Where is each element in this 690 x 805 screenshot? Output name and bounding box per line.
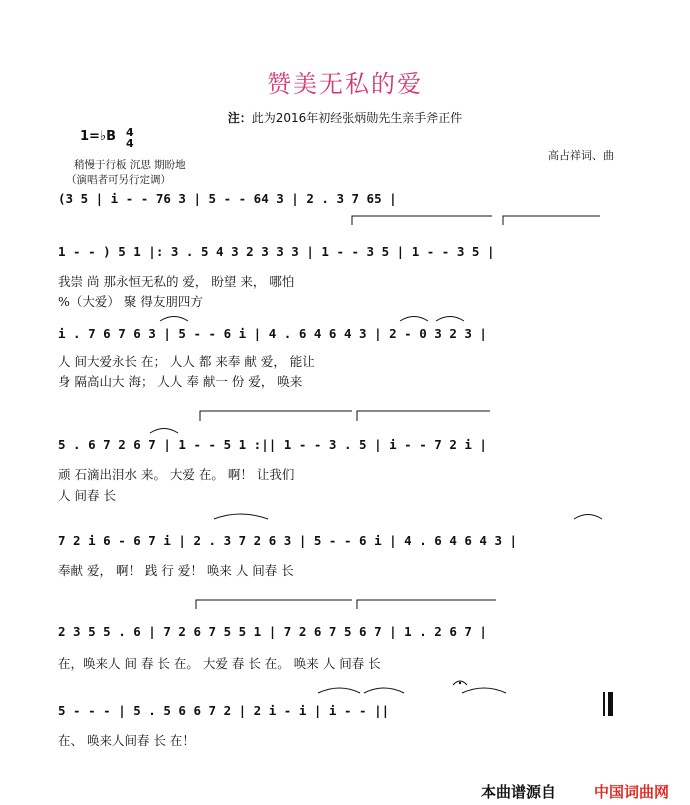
lyric-line: %（大爱） 聚 得友朋四方: [58, 294, 203, 309]
note-label: 注：: [227, 111, 252, 125]
time-bottom: 4: [126, 137, 134, 150]
time-top: 4: [126, 126, 134, 139]
tempo-marking: 稍慢于行板 沉思 期盼地: [74, 159, 186, 171]
lyric-line: 顽 石滴出泪水 来。 大爱 在。 啊！ 让我们: [58, 467, 295, 482]
lyric-line: 在、 唤来人间春 长 在！: [58, 733, 195, 748]
key-remark: （演唱者可另行定调）: [66, 174, 171, 186]
source-label: 本曲谱源自: [481, 783, 557, 801]
lyric-line: 奉献 爱， 啊！ 践 行 爱！ 唤来 人 间春 长: [58, 563, 294, 578]
notation-row: i . 7 6 7 6 3 | 5 - - 6 i | 4 . 6 4 6 4 3 | 2 - 0 3 2 3 |: [58, 326, 487, 341]
notation-row: 1 - - ) 5 1 |: 3 . 5 4 3 2 3 3 3 | 1 - - 3 5 | 1 - - 3 5 |: [58, 244, 495, 259]
lyric-line: 人 间大爱永长 在； 人人 都 来奉 献 爱， 能让: [58, 354, 315, 369]
note-text: 此为2016年初经张炳勋先生亲手斧正件: [251, 111, 463, 125]
song-title: 赞美无私的爱: [267, 70, 423, 98]
notation-row: 7 2 i 6 - 6 7 i | 2 . 3 7 2 6 3 | 5 - - 6 i | 4 . 6 4 6 4 3 |: [58, 533, 518, 548]
notation-row: (3 5 | i - - 76 3 | 5 - - 64 3 | 2 . 3 7 65 |: [58, 191, 397, 206]
notation-row: 2 3 5 5 . 6 | 7 2 6 7 5 5 1 | 7 2 6 7 5 6 7 | 1 . 2 6 7 |: [58, 624, 487, 639]
lyric-line: 我崇 尚 那永恒无私的 爱， 盼望 来， 哪怕: [58, 274, 295, 289]
lyric-line: 在，唤来人 间 春 长 在。 大爱 春 长 在。 唤来 人 间春 长: [58, 656, 381, 671]
notation-row: 5 . 6 7 2 6 7 | 1 - - 5 1 :|| 1 - - 3 . 5 | i - - 7 2 i |: [58, 437, 487, 452]
author-credit: 高占祥词、曲: [548, 149, 614, 162]
notation-row: 5 - - - | 5 . 5 6 6 7 2 | 2 i - i | i - - ||: [58, 703, 390, 718]
key-signature: 1=♭B: [80, 129, 116, 144]
site-name[interactable]: 中国词曲网: [594, 783, 670, 801]
lyric-line: 人 间春 长: [58, 488, 116, 503]
lyric-line: 身 隔高山大 海； 人人 奉 献一 份 爱， 唤来: [58, 374, 303, 389]
